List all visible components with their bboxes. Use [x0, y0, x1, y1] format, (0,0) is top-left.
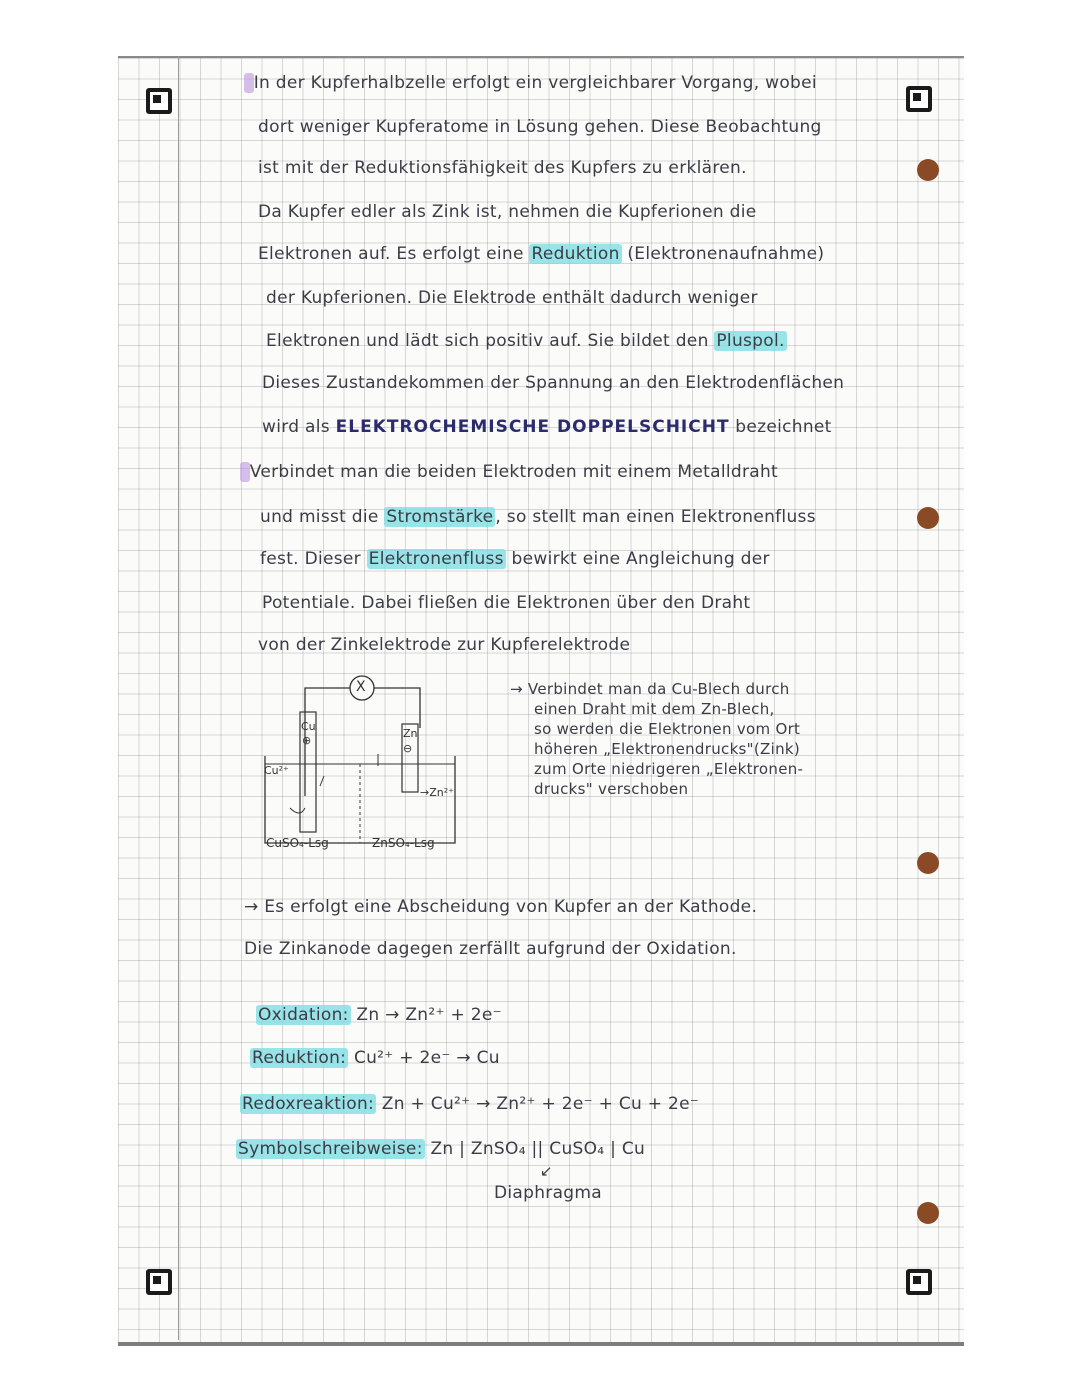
text-line: Dieses Zustandekommen der Spannung an den Elektrodenflächen [262, 373, 845, 393]
text-line: von der Zinkelektrode zur Kupferelektrode [258, 635, 631, 655]
bullet-icon [240, 462, 250, 482]
side-note-line: → Verbindet man da Cu-Blech durch [510, 680, 790, 698]
equation-oxidation: Oxidation: Zn → Zn²⁺ + 2e⁻ [258, 1005, 502, 1025]
text-line: Verbindet man die beiden Elektroden mit einem Metalldraht [240, 461, 778, 483]
reduktion-label: Reduktion: [252, 1048, 347, 1068]
side-note-line: drucks" verschoben [534, 780, 689, 798]
text-line: In der Kupferhalbzelle erfolgt ein vergleichbarer Vorgang, wobei [244, 72, 817, 94]
corner-marker-icon [906, 1269, 932, 1295]
punch-hole [917, 159, 939, 181]
equation-redox: Redoxreaktion: Zn + Cu²⁺ → Zn²⁺ + 2e⁻ + Cu + 2e⁻ [242, 1094, 700, 1114]
highlight-reduktion: Reduktion [531, 244, 620, 264]
corner-marker-icon [906, 86, 932, 112]
symbol-label: Symbolschreibweise: [238, 1139, 423, 1159]
zn-ion-label: →Zn²⁺ [420, 786, 454, 799]
side-note-line: so werden die Elektronen vom Ort [534, 720, 801, 738]
side-note-line: zum Orte niedrigeren „Elektronen- [534, 760, 804, 778]
margin-line [178, 56, 179, 1340]
diaphragma-label: Diaphragma [494, 1183, 602, 1203]
oxidation-label: Oxidation: [258, 1005, 349, 1025]
conclusion-line: → Es erfolgt eine Abscheidung von Kupfer an der Kathode. [244, 897, 758, 917]
redox-label: Redoxreaktion: [242, 1094, 375, 1114]
cu-electrode-label: Cu [301, 720, 316, 733]
minus-sign-icon: ⊖ [403, 742, 413, 755]
zn-electrode-label: Zn [403, 727, 418, 740]
bullet-icon [244, 73, 254, 93]
highlight-pluspol: Pluspol. [716, 331, 785, 351]
equation-reduktion: Reduktion: Cu²⁺ + 2e⁻ → Cu [252, 1048, 500, 1068]
arrow-down-icon: ↙ [540, 1162, 553, 1180]
punch-hole [917, 507, 939, 529]
punch-hole [917, 1202, 939, 1224]
corner-marker-icon [146, 88, 172, 114]
text-line: wird als ELEKTROCHEMISCHE DOPPELSCHICHT bezeichnet [262, 417, 832, 437]
term-doppelschicht: ELEKTROCHEMISCHE DOPPELSCHICHT [335, 417, 730, 437]
plus-sign-icon: ⊕ [302, 734, 312, 747]
text-line: und misst die Stromstärke , so stellt man einen Elektronenfluss [260, 507, 816, 527]
text-line: Potentiale. Dabei fließen die Elektronen über den Draht [262, 593, 751, 613]
equation-symbol: Symbolschreibweise: Zn | ZnSO₄ || CuSO₄ | Cu [238, 1139, 646, 1159]
highlight-elektronenfluss: Elektronenfluss [368, 549, 504, 569]
cu-solution-label: CuSO₄-Lsg [266, 836, 329, 850]
text-line: dort weniger Kupferatome in Lösung gehen. Diese Beobachtung [258, 117, 822, 137]
conclusion-line: Die Zinkanode dagegen zerfällt aufgrund der Oxidation. [244, 939, 737, 959]
zn-solution-label: ZnSO₄-Lsg [372, 836, 435, 850]
cu-ion-label: Cu²⁺ [264, 764, 289, 777]
text-line: der Kupferionen. Die Elektrode enthält dadurch weniger [266, 288, 758, 308]
text-line: Elektronen auf. Es erfolgt eine Reduktion (Elektronenaufnahme) [258, 244, 825, 264]
punch-hole [917, 852, 939, 874]
text-line: fest. Dieser Elektronenfluss bewirkt eine Angleichung der [260, 549, 770, 569]
text-line: Da Kupfer edler als Zink ist, nehmen die Kupferionen die [258, 202, 757, 222]
text-line: ist mit der Reduktionsfähigkeit des Kupfers zu erklären. [258, 158, 747, 178]
highlight-stromstaerke: Stromstärke [386, 507, 494, 527]
text-line: Elektronen und lädt sich positiv auf. Sie bildet den Pluspol. [266, 331, 785, 351]
side-note-line: einen Draht mit dem Zn-Blech, [534, 700, 775, 718]
meter-label: X [356, 679, 366, 695]
corner-marker-icon [146, 1269, 172, 1295]
side-note-line: höheren „Elektronendrucks"(Zink) [534, 740, 801, 758]
